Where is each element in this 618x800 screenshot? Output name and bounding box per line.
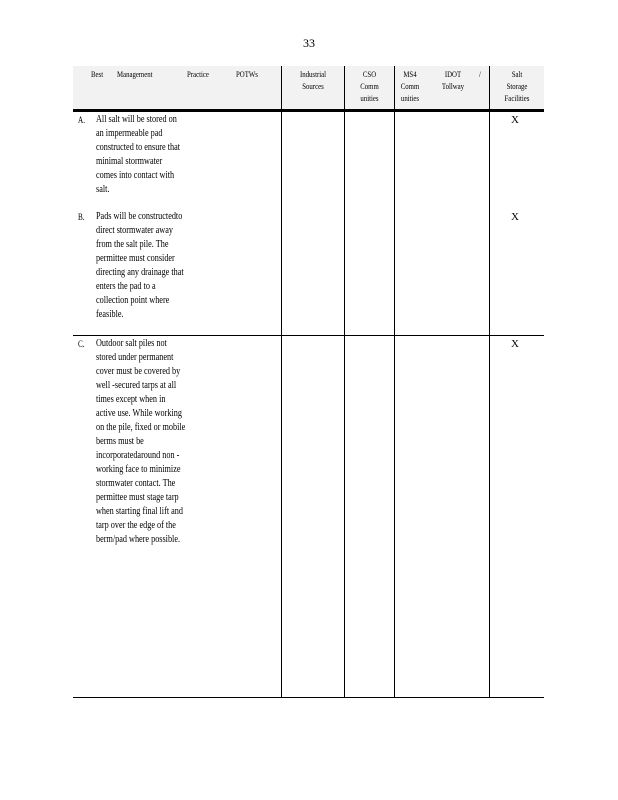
column-divider-potws bbox=[281, 66, 282, 698]
header-idot-tollway: IDOT Tollway bbox=[441, 70, 465, 91]
row-b-text: Pads will be constructedto direct stormwater away from the salt pile. The permittee must consider directing any drainage that enters the pad to a collection point where feasible. bbox=[96, 211, 184, 320]
table-bottom-rule bbox=[73, 697, 544, 698]
header-salt-storage-facilities: Salt Storage Facilities bbox=[504, 70, 530, 103]
header-ms4-communities: MS4 Comm unities bbox=[400, 70, 420, 103]
page-number: 33 bbox=[303, 36, 315, 50]
header-practice: Practice bbox=[187, 70, 209, 79]
row-divider bbox=[73, 335, 544, 336]
header-cso-communities: CSO Comm unities bbox=[360, 70, 379, 103]
header-management: Management bbox=[117, 70, 153, 79]
row-a-salt-mark: X bbox=[511, 114, 519, 126]
row-a-text: All salt will be stored on an impermeable pad constructed to ensure that minimal stormwater comes into contact with salt. bbox=[96, 114, 181, 195]
column-divider-idot bbox=[489, 66, 490, 698]
column-divider-cso bbox=[394, 66, 395, 698]
header-bottom-rule bbox=[73, 109, 544, 112]
header-best: Best bbox=[91, 70, 104, 79]
row-c-text: Outdoor salt piles not stored under permanent cover must be covered by well -secured tarps at all times except when in active use. While working on the pile, fixed or mobile berms must be incorporatedaround non - working face to minimize stormwater contact. The permittee must stage tarp when starting final lift and tarp over the edge of the berm/pad where possible. bbox=[96, 338, 186, 545]
row-a-letter: A. bbox=[78, 115, 85, 125]
column-divider-industrial bbox=[344, 66, 345, 698]
row-c-letter: C. bbox=[78, 339, 85, 349]
row-c-salt-mark: X bbox=[511, 338, 519, 350]
header-industrial-sources: Industrial Sources bbox=[299, 70, 327, 91]
bmp-table bbox=[73, 66, 544, 698]
header-slash: / bbox=[479, 70, 481, 79]
row-b-letter: B. bbox=[78, 212, 85, 222]
header-potws: POTWs bbox=[236, 70, 258, 79]
row-b-salt-mark: X bbox=[511, 211, 519, 223]
